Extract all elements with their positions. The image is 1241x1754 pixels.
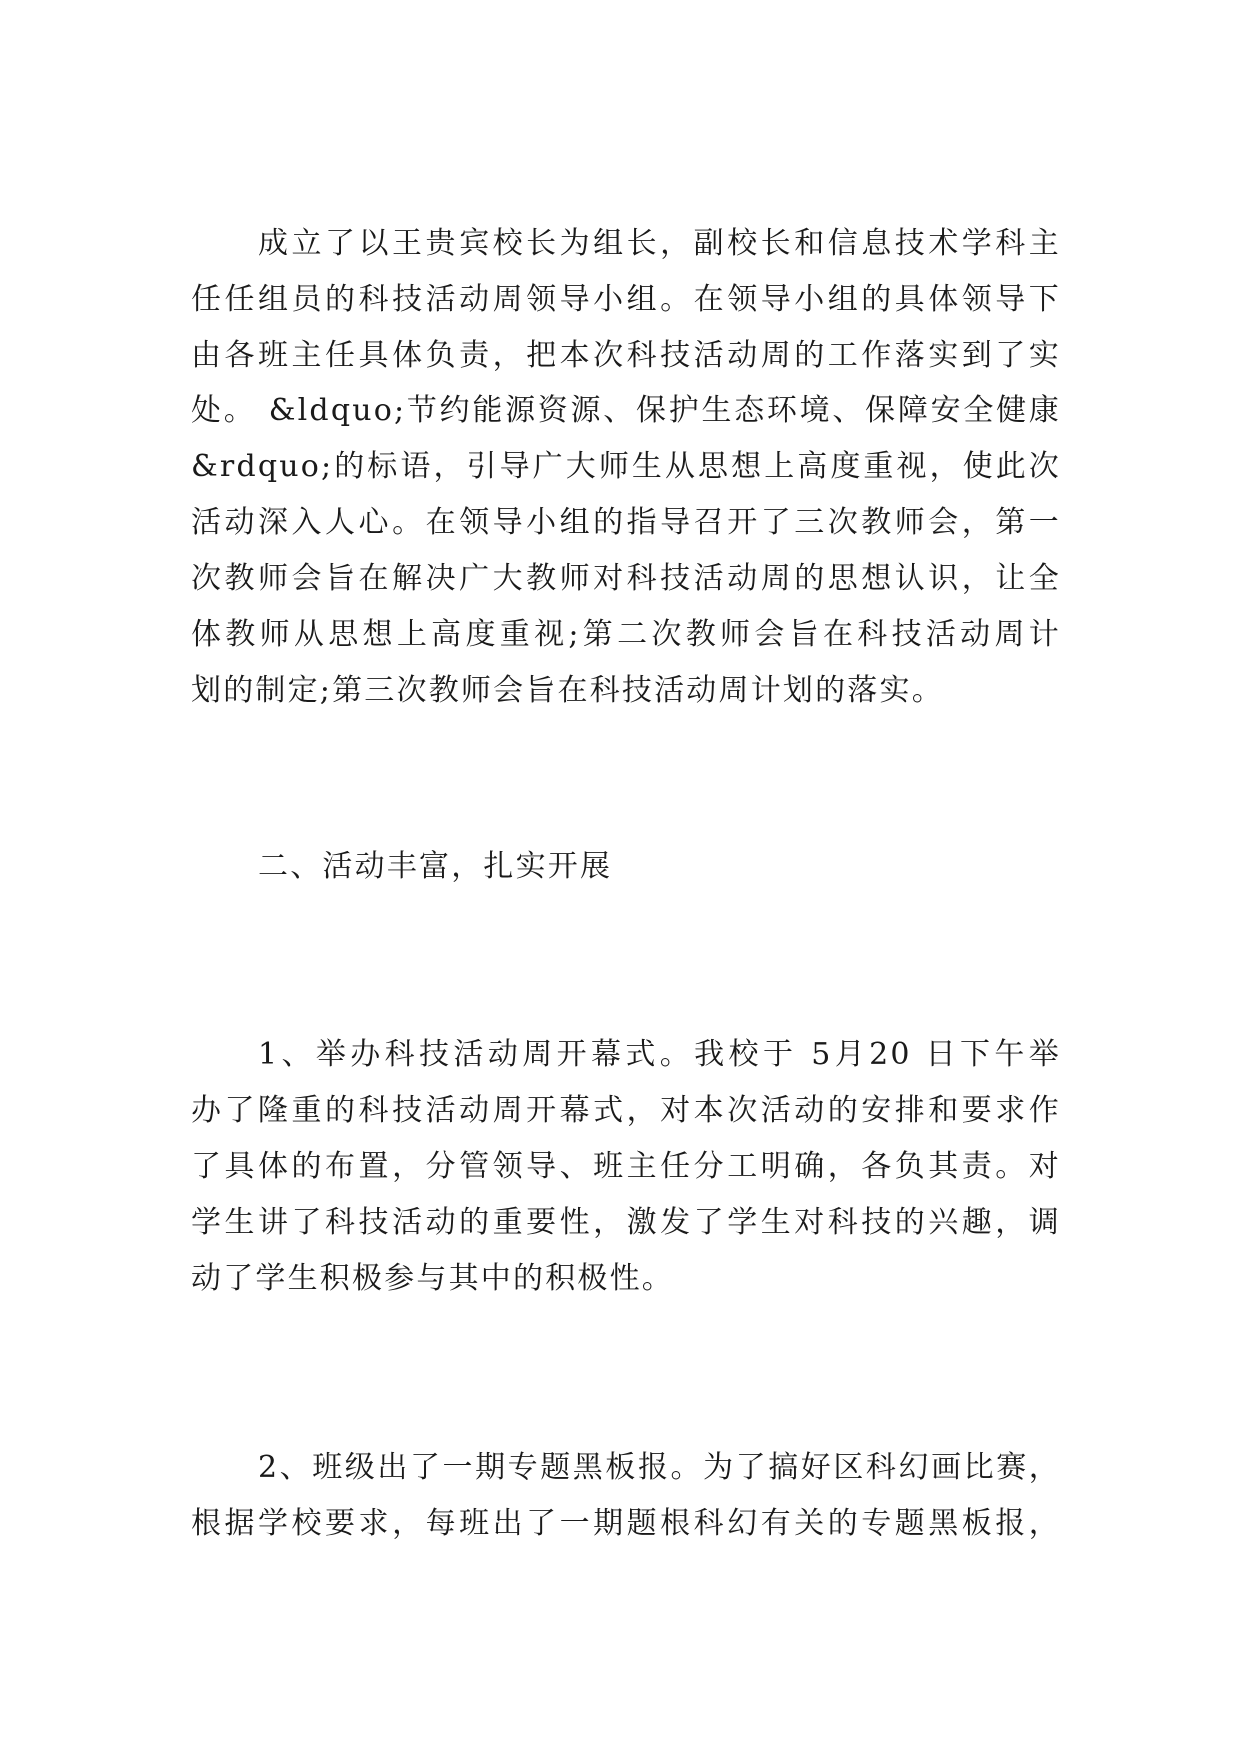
paragraph-3-line-2: 根据学校要求，每班出了一期题根科幻有关的专题黑板报， xyxy=(191,1506,1061,1541)
paragraph-3-line-1: 2、班级出了一期专题黑板报。为了搞好区科幻画比赛， xyxy=(258,1450,1061,1485)
paragraph-1-line-2: 任任组员的科技活动周领导小组。在领导小组的具体领导下 xyxy=(191,282,1061,317)
paragraph-1-line-4: 处。 &ldquo;节约能源资源、保护生态环境、保障安全健康 xyxy=(191,393,1061,428)
paragraph-2-line-3: 了具体的布置，分管领导、班主任分工明确，各负其责。对 xyxy=(191,1149,1061,1184)
paragraph-2-line-2: 办了隆重的科技活动周开幕式，对本次活动的安排和要求作 xyxy=(191,1093,1061,1128)
paragraph-1-line-1: 成立了以王贵宾校长为组长，副校长和信息技术学科主 xyxy=(258,226,1061,261)
paragraph-2-line-4: 学生讲了科技活动的重要性，激发了学生对科技的兴趣，调 xyxy=(191,1205,1061,1240)
paragraph-1-line-3: 由各班主任具体负责，把本次科技活动周的工作落实到了实 xyxy=(191,338,1061,373)
section-heading: 二、活动丰富，扎实开展 xyxy=(258,849,613,884)
paragraph-1-line-9: 划的制定;第三次教师会旨在科技活动周计划的落实。 xyxy=(191,673,944,708)
paragraph-2-line-5: 动了学生积极参与其中的积极性。 xyxy=(191,1261,674,1296)
paragraph-1-line-7: 次教师会旨在解决广大教师对科技活动周的思想认识，让全 xyxy=(191,561,1061,596)
paragraph-1-line-5: &rdquo;的标语，引导广大师生从思想上高度重视，使此次 xyxy=(191,449,1061,484)
paragraph-1-line-8: 体教师从思想上高度重视;第二次教师会旨在科技活动周计 xyxy=(191,617,1061,652)
paragraph-2-line-1: 1、举办科技活动周开幕式。我校于 5月20 日下午举 xyxy=(258,1037,1061,1072)
paragraph-1-line-6: 活动深入人心。在领导小组的指导召开了三次教师会，第一 xyxy=(191,505,1061,540)
